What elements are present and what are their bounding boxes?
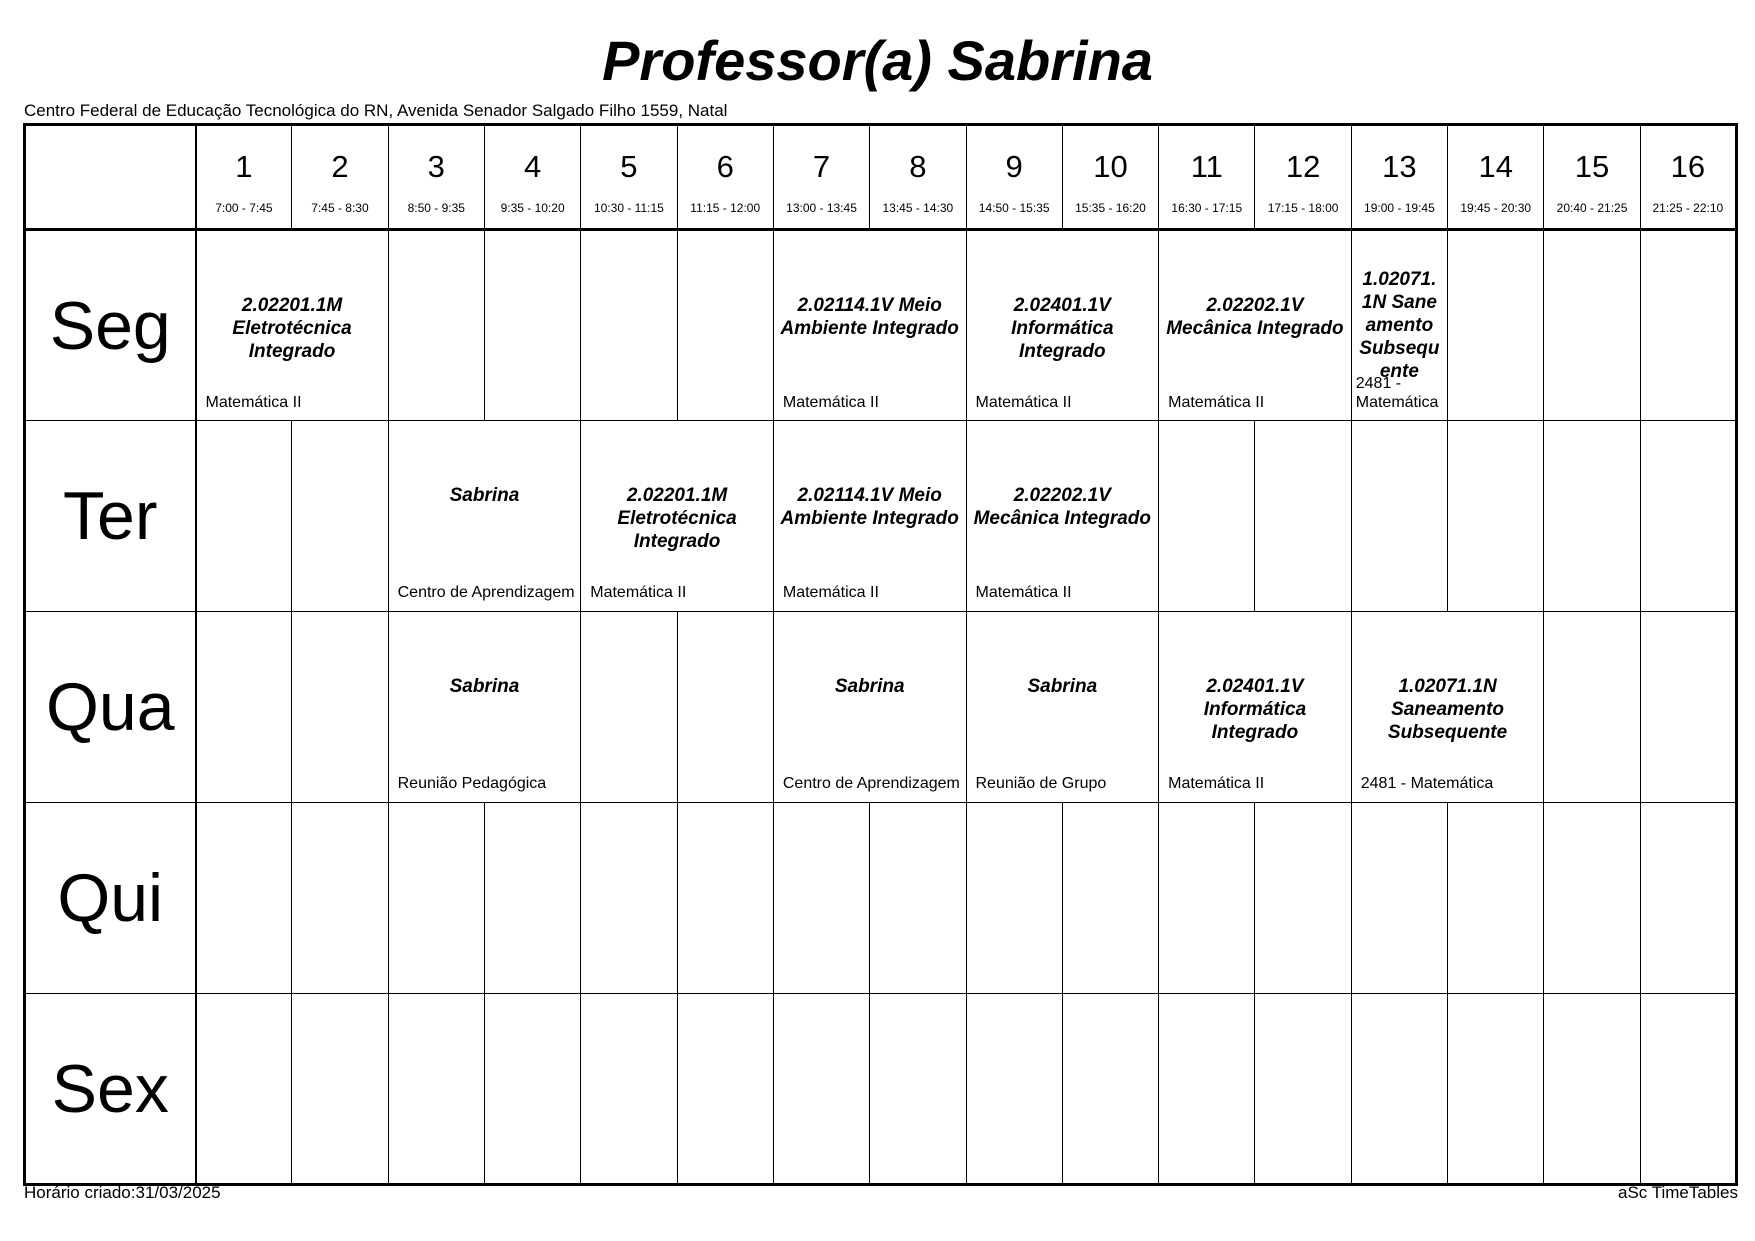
period-header xyxy=(966,125,1062,230)
period-header xyxy=(1351,125,1447,230)
period-number: 1 xyxy=(235,148,253,184)
day-row xyxy=(25,612,1737,803)
period-header xyxy=(1640,125,1736,230)
empty-slot xyxy=(773,803,869,994)
lesson-subject: Matemática II xyxy=(782,393,879,411)
period-number: 15 xyxy=(1574,148,1610,184)
period-number: 11 xyxy=(1190,148,1223,184)
period-header xyxy=(1255,125,1351,230)
empty-slot xyxy=(1351,994,1447,1185)
period-number: 16 xyxy=(1670,148,1706,184)
empty-slot xyxy=(581,994,677,1185)
period-header xyxy=(388,125,484,230)
day-label-cell xyxy=(25,612,196,803)
empty-slot xyxy=(1640,803,1736,994)
period-time: 14:50 - 15:35 xyxy=(978,200,1050,215)
period-number: 7 xyxy=(812,148,831,184)
created-date: Horário criado:31/03/2025 xyxy=(24,1183,221,1202)
lesson-subject: Matemática II xyxy=(590,584,687,601)
lesson-cell[interactable] xyxy=(196,230,389,421)
lesson-group: Sabrina xyxy=(449,676,520,697)
software-brand: aSc TimeTables xyxy=(1618,1183,1738,1202)
period-time: 13:45 - 14:30 xyxy=(882,200,954,215)
empty-slot xyxy=(1062,994,1158,1185)
empty-slot xyxy=(1640,994,1736,1185)
lesson-group: 2.02401.1V Informática Integrado xyxy=(1011,294,1114,362)
empty-slot xyxy=(1159,421,1255,612)
empty-slot xyxy=(1544,803,1640,994)
day-label: Qui xyxy=(57,860,164,936)
empty-slot xyxy=(292,994,388,1185)
period-number: 6 xyxy=(716,148,734,184)
day-label-cell xyxy=(25,803,196,994)
period-time: 7:45 - 8:30 xyxy=(311,200,369,215)
period-time: 10:30 - 11:15 xyxy=(593,200,664,215)
day-label-cell xyxy=(25,994,196,1185)
empty-slot xyxy=(388,230,484,421)
period-header xyxy=(870,125,966,230)
empty-slot xyxy=(484,230,580,421)
lesson-cell[interactable] xyxy=(966,612,1159,803)
day-label: Seg xyxy=(49,287,171,364)
empty-slot xyxy=(1448,803,1544,994)
empty-slot xyxy=(292,612,388,803)
day-row xyxy=(25,803,1737,994)
period-time: 21:25 - 22:10 xyxy=(1652,200,1724,215)
lesson-subject: Matemática II xyxy=(975,584,1072,601)
lesson-subject: Centro de Aprendizagem xyxy=(397,584,575,601)
lesson-cell[interactable] xyxy=(773,230,966,421)
period-number: 3 xyxy=(427,148,445,184)
period-time: 9:35 - 10:20 xyxy=(500,200,565,215)
period-number: 5 xyxy=(620,148,638,184)
empty-slot xyxy=(1255,994,1351,1185)
lesson-group: 2.02201.1M Eletrotécnica Integrado xyxy=(232,294,352,362)
corner-cell xyxy=(25,125,196,230)
empty-slot xyxy=(677,803,773,994)
period-header xyxy=(581,125,677,230)
period-number: 12 xyxy=(1285,148,1321,184)
lesson-cell[interactable] xyxy=(388,421,581,612)
lesson-cell[interactable] xyxy=(388,612,581,803)
empty-slot xyxy=(870,994,966,1185)
period-header xyxy=(1159,125,1255,230)
empty-slot xyxy=(484,803,580,994)
lesson-group: 2.02202.1V Mecânica Integrado xyxy=(1166,294,1344,339)
lesson-group: 2.02201.1M Eletrotécnica Integrado xyxy=(617,485,737,552)
period-time: 17:15 - 18:00 xyxy=(1267,200,1339,215)
empty-slot xyxy=(581,230,677,421)
school-address: Centro Federal de Educação Tecnológica do RN, Avenida Senador Salgado Filho 1559, Natal xyxy=(24,101,728,120)
page-title: Professor(a) Sabrina xyxy=(602,29,1153,92)
empty-slot xyxy=(292,421,388,612)
period-number: 8 xyxy=(909,148,927,184)
period-time: 11:15 - 12:00 xyxy=(690,200,761,215)
lesson-cell[interactable] xyxy=(773,421,966,612)
lesson-cell[interactable] xyxy=(1351,612,1544,803)
day-label-cell xyxy=(25,421,196,612)
empty-slot xyxy=(1448,994,1544,1185)
day-label-cell xyxy=(25,230,196,421)
empty-slot xyxy=(1640,421,1736,612)
period-number: 13 xyxy=(1382,148,1417,184)
empty-slot xyxy=(1448,230,1544,421)
period-time: 20:40 - 21:25 xyxy=(1556,200,1628,215)
period-time: 19:00 - 19:45 xyxy=(1364,200,1435,215)
lesson-subject: Matemática II xyxy=(1168,393,1265,411)
period-number: 2 xyxy=(331,148,349,184)
lesson-subject: Matemática II xyxy=(205,393,302,411)
lesson-cell[interactable] xyxy=(1159,230,1352,421)
lesson-group: Sabrina xyxy=(834,676,905,697)
period-time: 16:30 - 17:15 xyxy=(1171,200,1243,215)
period-header xyxy=(292,125,388,230)
period-header xyxy=(196,125,292,230)
empty-slot xyxy=(196,612,292,803)
empty-slot xyxy=(196,421,292,612)
period-number: 9 xyxy=(1005,148,1023,184)
lesson-subject: Reunião de Grupo xyxy=(975,775,1107,792)
period-time: 8:50 - 9:35 xyxy=(407,200,465,215)
lesson-group: 2.02114.1V Meio Ambiente Integrado xyxy=(780,485,959,529)
empty-slot xyxy=(1159,803,1255,994)
period-header xyxy=(1448,125,1544,230)
empty-slot xyxy=(773,994,869,1185)
empty-slot xyxy=(1544,421,1640,612)
timetable xyxy=(23,123,1738,1186)
day-label: Qua xyxy=(45,669,175,745)
lesson-group: 2.02401.1V Informática Integrado xyxy=(1203,676,1307,743)
empty-slot xyxy=(1255,421,1351,612)
empty-slot xyxy=(1159,994,1255,1185)
empty-slot xyxy=(581,803,677,994)
empty-slot xyxy=(1351,803,1447,994)
empty-slot xyxy=(1544,612,1640,803)
lesson-cell[interactable] xyxy=(581,421,774,612)
period-header xyxy=(773,125,869,230)
period-header-row xyxy=(25,125,1737,230)
period-header xyxy=(677,125,773,230)
lesson-cell[interactable] xyxy=(966,230,1159,421)
lesson-cell[interactable] xyxy=(966,421,1159,612)
lesson-subject: Matemática II xyxy=(975,393,1072,411)
lesson-group: 2.02202.1V Mecânica Integrado xyxy=(973,485,1151,529)
empty-slot xyxy=(1448,421,1544,612)
period-number: 14 xyxy=(1478,148,1513,184)
empty-slot xyxy=(1062,803,1158,994)
empty-slot xyxy=(677,994,773,1185)
empty-slot xyxy=(484,994,580,1185)
period-time: 19:45 - 20:30 xyxy=(1460,200,1532,215)
empty-slot xyxy=(870,803,966,994)
lesson-subject: Matemática II xyxy=(1168,775,1265,792)
period-time: 15:35 - 16:20 xyxy=(1075,200,1146,215)
empty-slot xyxy=(196,994,292,1185)
lesson-subject: Matemática II xyxy=(782,584,879,601)
lesson-cell[interactable] xyxy=(1159,612,1352,803)
lesson-group: 2.02114.1V Meio Ambiente Integrado xyxy=(780,294,959,339)
empty-slot xyxy=(1351,421,1447,612)
empty-slot xyxy=(581,612,677,803)
lesson-subject: Centro de Aprendizagem xyxy=(782,775,960,792)
empty-slot xyxy=(677,612,773,803)
empty-slot xyxy=(1544,230,1640,421)
empty-slot xyxy=(1255,803,1351,994)
period-header xyxy=(484,125,580,230)
period-header xyxy=(1544,125,1640,230)
empty-slot xyxy=(677,230,773,421)
lesson-subject: 2481 - Matemática xyxy=(1355,374,1439,411)
empty-slot xyxy=(966,994,1062,1185)
period-header xyxy=(1062,125,1158,230)
day-row xyxy=(25,421,1737,612)
period-number: 10 xyxy=(1093,148,1128,184)
lesson-group: 1.02071.1N Saneamento Subsequente xyxy=(1387,676,1508,743)
period-time: 13:00 - 13:45 xyxy=(786,200,857,215)
empty-slot xyxy=(1640,230,1736,421)
empty-slot xyxy=(966,803,1062,994)
lesson-group: 1.02071. 1N Sane amento Subsequ ente xyxy=(1359,268,1440,382)
empty-slot xyxy=(1544,994,1640,1185)
lesson-group: Sabrina xyxy=(449,485,520,506)
lesson-subject: 2481 - Matemática xyxy=(1360,775,1494,792)
day-row xyxy=(25,230,1737,421)
period-time: 7:00 - 7:45 xyxy=(215,200,273,215)
day-label: Ter xyxy=(63,478,158,554)
period-number: 4 xyxy=(523,148,542,184)
day-label: Sex xyxy=(51,1050,169,1127)
day-row xyxy=(25,994,1737,1185)
empty-slot xyxy=(388,994,484,1185)
empty-slot xyxy=(196,803,292,994)
lesson-cell[interactable] xyxy=(1351,230,1447,421)
lesson-group: Sabrina xyxy=(1027,676,1098,697)
empty-slot xyxy=(388,803,484,994)
lesson-subject: Reunião Pedagógica xyxy=(397,775,547,792)
empty-slot xyxy=(1640,612,1736,803)
empty-slot xyxy=(292,803,388,994)
lesson-cell[interactable] xyxy=(773,612,966,803)
